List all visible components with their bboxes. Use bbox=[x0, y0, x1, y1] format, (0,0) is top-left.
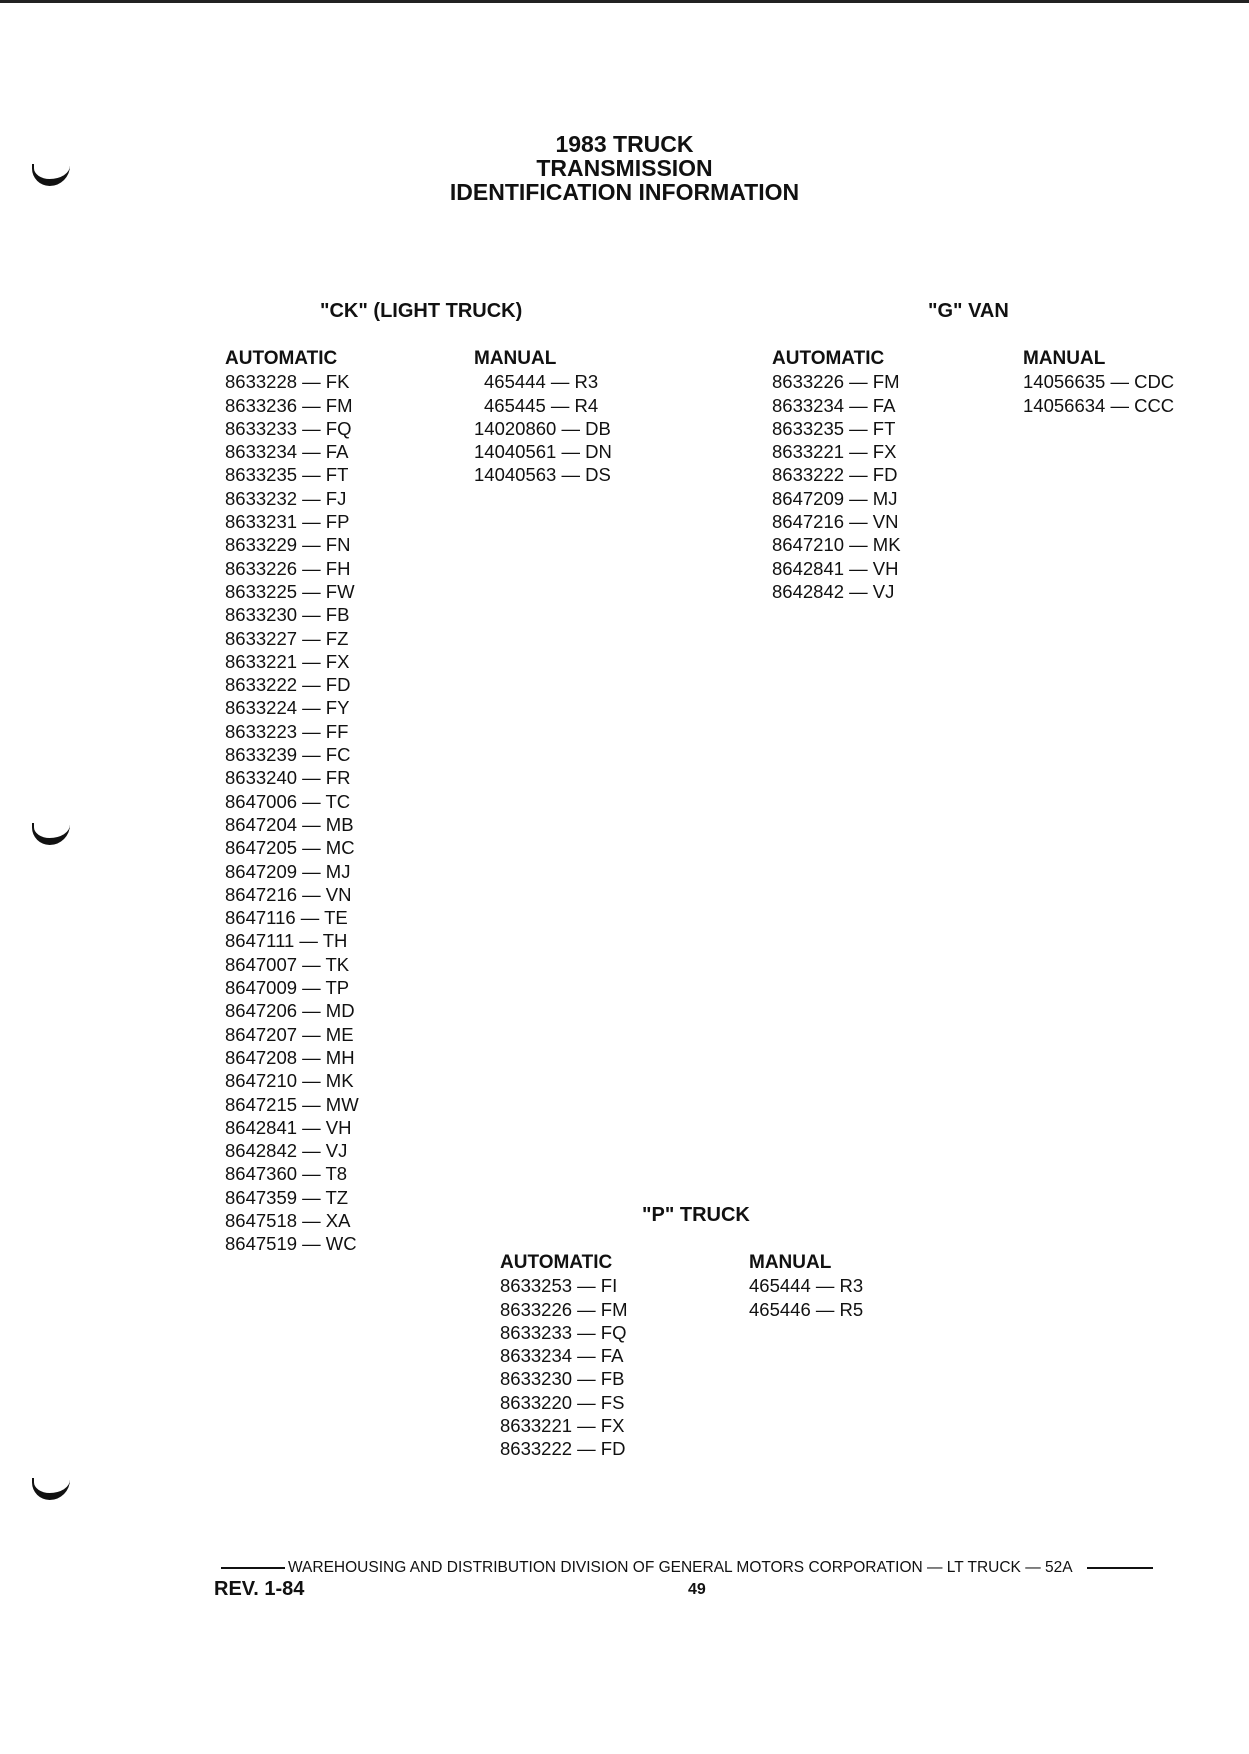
part-number-entry: 8647360 — T8 bbox=[225, 1163, 348, 1185]
part-number-entry: 8633226 — FH bbox=[225, 557, 351, 579]
part-number-entry: 8633226 — FM bbox=[772, 371, 900, 393]
part-number-entry: 8633229 — FN bbox=[225, 534, 351, 556]
part-number-entry: 8633233 — FQ bbox=[225, 417, 352, 439]
column-header: MANUAL bbox=[474, 348, 557, 369]
part-number-entry: 8647207 — ME bbox=[225, 1023, 354, 1045]
column-header: AUTOMATIC bbox=[500, 1252, 613, 1273]
page-number: 49 bbox=[688, 1581, 706, 1598]
part-number-entry: 8633231 — FP bbox=[225, 511, 350, 533]
g-van-automatic-list bbox=[772, 347, 901, 603]
part-number-entry: 8633239 — FC bbox=[225, 744, 351, 766]
part-number-entry: 8647009 — TP bbox=[225, 977, 350, 999]
column-header: AUTOMATIC bbox=[225, 348, 338, 369]
part-number-entry: 8642841 — VH bbox=[772, 557, 899, 579]
part-number-entry: 8633224 — FY bbox=[225, 697, 350, 719]
part-number-entry: 8633220 — FS bbox=[500, 1391, 625, 1413]
part-number-entry: 8647209 — MJ bbox=[772, 487, 898, 509]
part-number-entry: 8647210 — MK bbox=[772, 534, 901, 556]
part-number-entry: 8633234 — FA bbox=[772, 394, 896, 416]
part-number-entry: 8647116 — TE bbox=[225, 907, 348, 929]
part-number-entry: 8633223 — FF bbox=[225, 720, 349, 742]
part-number-entry: 8633235 — FT bbox=[225, 464, 349, 486]
part-number-entry: 8633230 — FB bbox=[225, 604, 350, 626]
part-number-entry: 8647518 — XA bbox=[225, 1209, 351, 1231]
part-number-entry: 8647206 — MD bbox=[225, 1000, 355, 1022]
part-number-entry: 8647111 — TH bbox=[225, 930, 348, 952]
part-number-entry: 8633222 — FD bbox=[225, 674, 351, 696]
part-number-entry: 8642842 — VJ bbox=[772, 580, 895, 602]
page-title bbox=[0, 132, 1249, 204]
footer-rule-right bbox=[1087, 1567, 1153, 1569]
part-number-entry: 14040563 — DS bbox=[474, 464, 611, 486]
part-number-entry: 8633228 — FK bbox=[225, 371, 350, 393]
part-number-entry: 14056635 — CDC bbox=[1023, 371, 1175, 393]
ck-manual-list bbox=[474, 347, 612, 487]
part-number-entry: 8647216 — VN bbox=[225, 883, 352, 905]
ck-heading: "CK" (LIGHT TRUCK) bbox=[320, 300, 523, 322]
column-header: MANUAL bbox=[749, 1252, 832, 1273]
part-number-entry: 465445 — R4 bbox=[484, 394, 599, 416]
footer-rule-left bbox=[221, 1567, 285, 1569]
g-van-heading: "G" VAN bbox=[928, 300, 1009, 322]
title-line-2: TRANSMISSION bbox=[536, 155, 713, 181]
part-number-entry: 8633222 — FD bbox=[500, 1438, 626, 1460]
revision-label: REV. 1-84 bbox=[214, 1578, 305, 1600]
part-number-entry: 8642842 — VJ bbox=[225, 1140, 348, 1162]
part-number-entry: 14056634 — CCC bbox=[1023, 394, 1175, 416]
part-number-entry: 14020860 — DB bbox=[474, 417, 611, 439]
ck-automatic-list bbox=[225, 347, 359, 1256]
part-number-entry: 8633222 — FD bbox=[772, 464, 898, 486]
part-number-entry: 8647216 — VN bbox=[772, 511, 899, 533]
part-number-entry: 8633240 — FR bbox=[225, 767, 351, 789]
part-number-entry: 465444 — R3 bbox=[484, 371, 599, 393]
part-number-entry: 8647359 — TZ bbox=[225, 1186, 349, 1208]
title-line-1: 1983 TRUCK bbox=[555, 131, 694, 157]
column-header: MANUAL bbox=[1023, 348, 1106, 369]
part-number-entry: 8647209 — MJ bbox=[225, 860, 351, 882]
part-number-entry: 8647204 — MB bbox=[225, 813, 354, 835]
p-truck-heading: "P" TRUCK bbox=[642, 1204, 750, 1226]
part-number-entry: 8633230 — FB bbox=[500, 1368, 625, 1390]
part-number-entry: 8633232 — FJ bbox=[225, 487, 347, 509]
part-number-entry: 8633227 — FZ bbox=[225, 627, 349, 649]
footer-text: WAREHOUSING AND DISTRIBUTION DIVISION OF GENERAL MOTORS CORPORATION — LT TRUCK — 52A bbox=[288, 1559, 1073, 1576]
part-number-entry: 8642841 — VH bbox=[225, 1116, 352, 1138]
part-number-entry: 8633221 — FX bbox=[772, 441, 897, 463]
part-number-entry: 8647205 — MC bbox=[225, 837, 355, 859]
column-header: AUTOMATIC bbox=[772, 348, 885, 369]
binder-hole-mark bbox=[32, 1478, 70, 1500]
p-truck-automatic-list bbox=[500, 1251, 628, 1461]
part-number-entry: 14040561 — DN bbox=[474, 441, 612, 463]
part-number-entry: 465444 — R3 bbox=[749, 1275, 864, 1297]
footer-line bbox=[221, 1559, 1181, 1577]
title-line-3: IDENTIFICATION INFORMATION bbox=[449, 179, 800, 205]
g-van-manual-list bbox=[1023, 347, 1174, 417]
part-number-entry: 8647007 — TK bbox=[225, 953, 350, 975]
part-number-entry: 8647208 — MH bbox=[225, 1046, 355, 1068]
binder-hole-mark bbox=[32, 823, 70, 845]
part-number-entry: 8633253 — FI bbox=[500, 1275, 618, 1297]
part-number-entry: 8633226 — FM bbox=[500, 1298, 628, 1320]
part-number-entry: 8633221 — FX bbox=[500, 1415, 625, 1437]
part-number-entry: 465446 — R5 bbox=[749, 1298, 864, 1320]
top-rule bbox=[0, 0, 1249, 3]
part-number-entry: 8633236 — FM bbox=[225, 394, 353, 416]
part-number-entry: 8647215 — MW bbox=[225, 1093, 359, 1115]
part-number-entry: 8633221 — FX bbox=[225, 650, 350, 672]
part-number-entry: 8633234 — FA bbox=[225, 441, 349, 463]
part-number-entry: 8647210 — MK bbox=[225, 1070, 354, 1092]
part-number-entry: 8633235 — FT bbox=[772, 417, 896, 439]
part-number-entry: 8633233 — FQ bbox=[500, 1321, 627, 1343]
part-number-entry: 8633225 — FW bbox=[225, 580, 355, 602]
p-truck-manual-list bbox=[749, 1251, 863, 1321]
part-number-entry: 8633234 — FA bbox=[500, 1345, 624, 1367]
part-number-entry: 8647006 — TC bbox=[225, 790, 351, 812]
part-number-entry: 8647519 — WC bbox=[225, 1233, 357, 1255]
